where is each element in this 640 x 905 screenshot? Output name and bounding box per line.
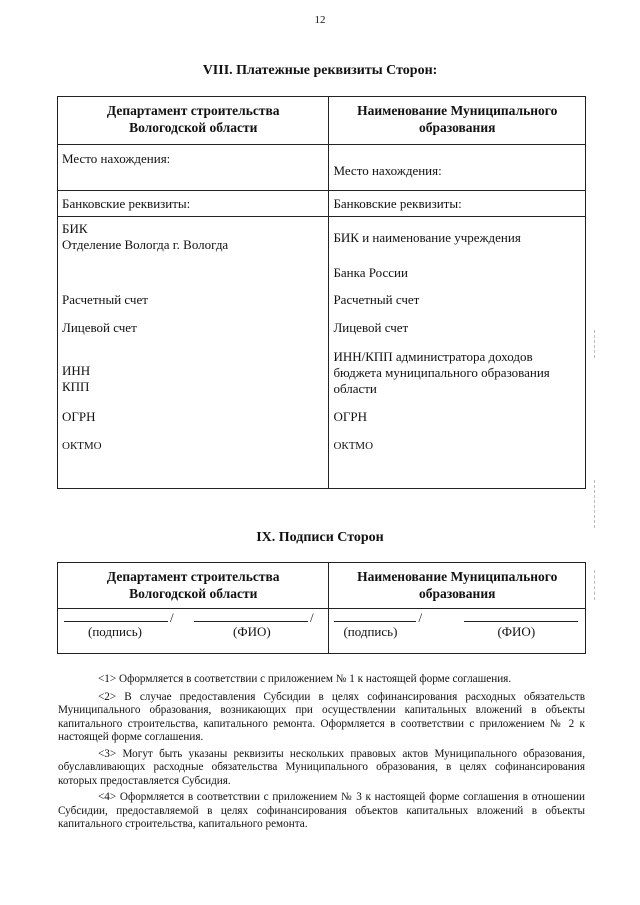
scan-artifact (594, 330, 595, 358)
left-slash-2: / (310, 610, 314, 625)
right-bank-label: Банковские реквизиты: (329, 191, 585, 217)
right-bank-cell (329, 191, 586, 489)
footnote-1: <1> Оформляется в соответствии с приложением № 1 к настоящей форме соглашения. (98, 673, 512, 685)
left-account: Расчетный счет (62, 292, 148, 307)
signatures-table (57, 562, 586, 654)
left-oktmo: ОКТМО (62, 440, 102, 452)
right-ogrn: ОГРН (333, 409, 367, 424)
scan-artifact (594, 480, 595, 528)
left-fio-line (194, 621, 308, 622)
left-bank-label: Банковские реквизиты: (58, 191, 328, 217)
right-signature-line (334, 621, 416, 622)
left-signature-cell (58, 609, 329, 654)
left-party-header: Департамент строительства Вологодской области (58, 97, 329, 145)
right-party-header: Наименование Муниципального образования (329, 97, 586, 145)
left-sign-label: (подпись) (88, 624, 142, 639)
right-personal-account: Лицевой счет (333, 320, 409, 335)
right-fio-line (464, 621, 578, 622)
footnotes (58, 673, 585, 835)
left-location: Место нахождения: (58, 145, 329, 191)
right-location: Место нахождения: (329, 145, 586, 191)
right-slash: / (418, 610, 423, 625)
left-ogrn: ОГРН (62, 409, 96, 424)
footnote-2: <2> В случае предоставления Субсидии в целях софинансирования расходных обязательств Муниципального образования, возникающих при осуществлении капитальных вложений в объекты капитального строительства, капитального ремонта. Оформляется в соответствии с приложением № 2 к настоящей форме соглашения. (58, 690, 585, 743)
left-branch: Отделение Вологда г. Вологда (62, 237, 229, 252)
right-account: Расчетный счет (333, 292, 420, 307)
right-oktmo: ОКТМО (333, 440, 374, 452)
sign-right-header: Наименование Муниципального образования (329, 563, 586, 609)
left-slash-1: / (170, 610, 174, 625)
section-9-title: IX. Подписи Сторон (256, 530, 384, 545)
sign-left-header: Департамент строительства Вологодской области (58, 563, 329, 609)
right-bank-russia: Банка России (333, 265, 408, 280)
section-8-title: VIII. Платежные реквизиты Сторон: (202, 63, 438, 78)
left-fio-label: (ФИО) (233, 624, 271, 639)
right-fio-label: (ФИО) (497, 624, 536, 639)
payment-details-table (57, 96, 586, 489)
left-inn: ИНН (62, 363, 91, 378)
left-signature-line (64, 621, 168, 622)
footnote-3: <3> Могут быть указаны реквизиты нескольких правовых актов Муниципального образования, обуславливающих расходные обязательства Муниципального образования, в целях софинансирования которых предоставляется Субсидия. (58, 747, 585, 787)
left-bank-cell (58, 191, 329, 489)
left-kpp: КПП (62, 379, 90, 394)
page-number: 12 (314, 14, 326, 26)
footnote-4: <4> Оформляется в соответствии с приложением № 3 к настоящей форме соглашения в отношении Субсидии, предоставляемой в целях софинансирования объектов капитальных вложений в объекты капитального строительства, капитального ремонта. (58, 791, 585, 830)
left-bik: БИК (62, 221, 88, 236)
right-inn-kpp: ИНН/КПП администратора доходов бюджета муниципального образования области (333, 349, 550, 396)
right-bik: БИК и наименование учреждения (333, 230, 521, 245)
left-personal-account: Лицевой счет (62, 320, 137, 335)
scan-artifact (594, 570, 595, 600)
right-sign-label: (подпись) (343, 624, 398, 639)
right-signature-cell (329, 609, 586, 654)
